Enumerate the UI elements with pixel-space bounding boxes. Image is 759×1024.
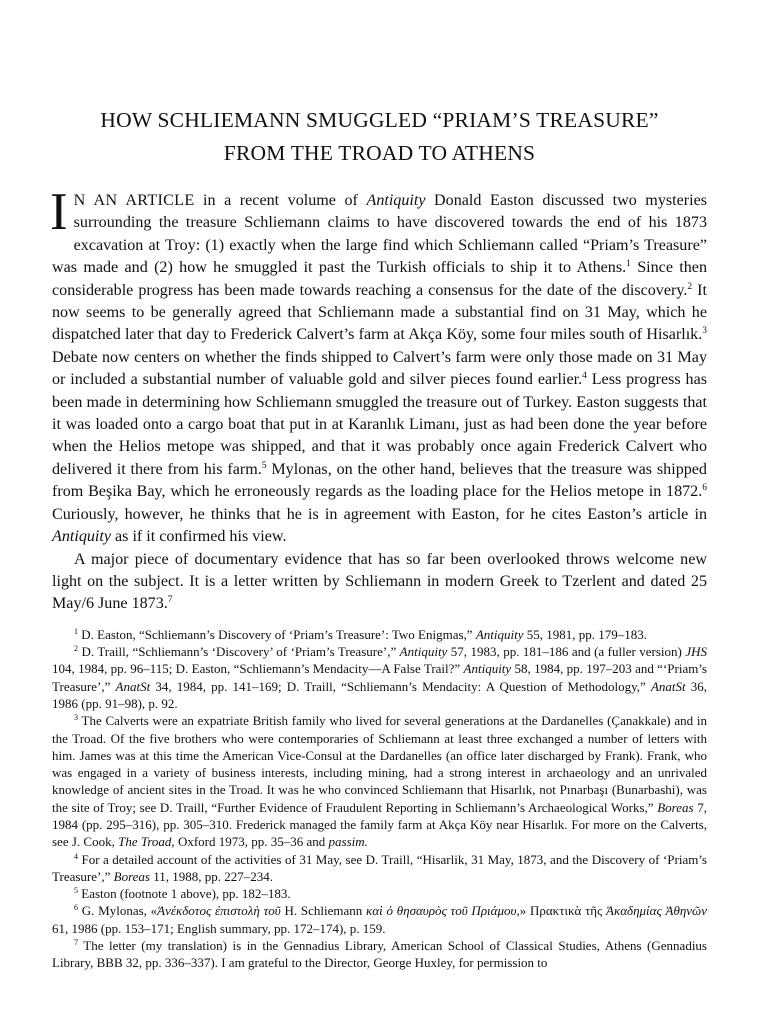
lead-in-caps: N AN ARTICLE xyxy=(73,192,195,209)
footnote-text: » Πρακτικὰ τῆς xyxy=(519,903,607,919)
footnote-italic: Boreas xyxy=(657,799,694,815)
footnote-italic: AnatSt xyxy=(115,678,151,694)
text-segment: Mylonas, on the other hand, believes that the treasure was shipped from Beşika Bay, which he erroneously regards as the loading place for the Helios metope in 1872. xyxy=(52,460,707,501)
footnote-italic: passim. xyxy=(328,834,368,850)
footnote-number: 2 xyxy=(74,644,78,654)
footnote-text: 55, 1981, pp. 179–183. xyxy=(523,626,647,642)
footnote-text: 57, 1983, pp. 181–186 and (a fuller version) xyxy=(447,644,686,660)
footnote-text: 7, 1984 (pp. 295–316), pp. 305–310. Frederick managed the family farm at Akça Köy near Hisarlık. For more on the Calverts, see J. Cook, xyxy=(52,799,708,850)
footnote-ref[interactable]: 4 xyxy=(582,371,587,382)
footnote-italic: Antiquity xyxy=(475,626,524,642)
footnote-italic: The Troad, xyxy=(118,834,175,850)
article-title xyxy=(52,104,707,170)
page xyxy=(52,104,707,972)
text-segment: A major piece of documentary evidence that has so far been overlooked throws welcome new light on the subject. It is a letter written by Schliemann in modern Greek to Tzerlent and dated 25 May/6 June 1873. xyxy=(52,550,707,613)
footnote-text: 34, 1984, pp. 141–169; D. Traill, “Schliemann’s Mendacity: A Question of Methodology,” xyxy=(150,678,651,694)
title-line-2: FROM THE TROAD TO ATHENS xyxy=(223,141,536,165)
footnote-number: 7 xyxy=(74,938,78,948)
journal-title: Antiquity xyxy=(52,528,111,546)
footnote-italic: Ἀνέκδοτος ἐπιστολὴ τοῦ xyxy=(157,903,281,919)
footnote-italic: JHS xyxy=(685,644,707,660)
footnote-4 xyxy=(52,851,707,886)
footnotes xyxy=(52,626,707,972)
footnote-text: 11, 1988, pp. 227–234. xyxy=(149,868,274,884)
footnote-italic: AnatSt xyxy=(650,678,686,694)
footnote-1 xyxy=(52,626,707,643)
footnote-number: 5 xyxy=(74,886,78,896)
text-segment: Less progress has been made in determining how Schliemann smuggled the treasure out of Turkey. Easton suggests that it was loaded onto a cargo boat that put in at Karanlık Limanı, just as had been done the year before when the Helios metope was shipped, and that it was probably once again Frederick Calvert who delivered it there from his farm. xyxy=(52,371,707,478)
footnote-text: 104, 1984, pp. 96–115; D. Easton, “Schliemann’s Mendacity—A False Trail?” xyxy=(52,661,464,677)
footnote-ref[interactable]: 1 xyxy=(626,259,631,270)
footnote-text: Easton (footnote 1 above), pp. 182–183. xyxy=(78,886,291,902)
journal-title: Antiquity xyxy=(366,192,426,209)
footnote-7 xyxy=(52,937,707,972)
footnote-number: 3 xyxy=(74,713,78,723)
footnote-ref[interactable]: 2 xyxy=(687,281,693,292)
text-segment: Donald Easton discussed two mysteries surrounding the treasure Schliemann claims to have discovered towards the end of his 1873 excavation at Troy: (1) exactly when the large find which Schliemann called “Priam’s Treasure” was made and (2) how he smuggled it past the Turkish officials to ship it to Athens. xyxy=(52,192,707,277)
footnote-italic: Antiquity xyxy=(399,644,448,660)
footnote-number: 1 xyxy=(74,626,78,636)
text-segment: Since then considerable progress has been made towards reaching a consensus for the date of the discovery. xyxy=(52,259,707,299)
footnote-6 xyxy=(52,902,707,937)
text-segment: in a recent volume of xyxy=(194,192,367,209)
footnote-text: The Calverts were an expatriate British family who lived for several generations at the Dardanelles (Çanakkale) and in the Troad. Of the five brothers who were contemporaries of Schliemann at least three exchanged a number of letters with him. James was at this time the American Vice-Consul at the Dardanelles (an office later discharged by Frank). Frank, who was engaged in a variety of business interests, including mining, had a strong interest in archaeology and an unrivaled knowledge of ancient sites in the Troad. It was he who convinced Schliemann that Hisarlık, not Pınarbaşı (Bunarbashi), was the site of Troy; see D. Traill, “Further Evidence of Fraudulent Reporting in Schliemann’s Archaeological Works,” xyxy=(52,713,707,815)
footnote-text: 61, 1986 (pp. 153–171; English summary, pp. 172–174), p. 159. xyxy=(52,920,386,936)
article-body xyxy=(50,183,707,616)
footnote-number: 4 xyxy=(74,851,78,861)
text-segment: Curiously, however, he thinks that he is in agreement with Easton, for he cites Easton’s article in xyxy=(52,505,707,523)
footnote-text: D. Traill, “Schliemann’s ‘Discovery’ of ‘Priam’s Treasure’,” xyxy=(78,644,400,660)
footnote-text: 58, 1984, pp. 197–203 and “‘Priam’s Treasure’,” xyxy=(52,661,707,694)
footnote-2 xyxy=(52,643,707,712)
footnote-text: D. Easton, “Schliemann’s Discovery of ‘Priam’s Treasure’: Two Enigmas,” xyxy=(78,626,476,642)
paragraph-2 xyxy=(52,549,707,616)
footnote-3 xyxy=(52,712,707,850)
footnote-italic: καὶ ὁ θησαυρὸς τοῦ Πριάμου, xyxy=(366,903,520,919)
footnote-5 xyxy=(52,885,707,902)
footnote-number: 6 xyxy=(74,903,78,913)
footnote-text: For a detailed account of the activities of 31 May, see D. Traill, “Hisarlik, 31 May, 1873, and the Discovery of ‘Priam’s Treasure’,” xyxy=(52,851,707,884)
title-line-1: HOW SCHLIEMANN SMUGGLED “PRIAM’S TREASURE” xyxy=(100,108,659,132)
text-segment: It now seems to be generally agreed that Schliemann made a substantial find on 31 May, which he dispatched later that day to Frederick Calvert’s farm at Akça Köy, some four miles south of Hisarlık. xyxy=(52,281,707,344)
footnote-text: The letter (my translation) is in the Gennadius Library, American School of Classical Studies, Athens (Gennadius Library, BBB 32, pp. 336–337). I am grateful to the Director, George Huxley, for permission to xyxy=(52,938,707,971)
text-segment: as if it confirmed his view. xyxy=(111,528,287,546)
footnote-italic: Boreas xyxy=(113,868,150,884)
footnote-ref[interactable]: 5 xyxy=(261,460,267,471)
footnote-italic: Antiquity xyxy=(463,661,512,677)
paragraph-1 xyxy=(50,183,707,549)
text-segment: Debate now centers on whether the finds shipped to Calvert’s farm were only those made on 31 May or included a substantial number of valuable gold and silver pieces found earlier. xyxy=(52,348,707,389)
footnote-text: Oxford 1973, pp. 35–36 and xyxy=(174,834,329,850)
footnote-text: G. Mylonas, « xyxy=(78,903,158,919)
drop-cap: I xyxy=(50,183,68,241)
footnote-ref[interactable]: 3 xyxy=(702,326,707,337)
footnote-text: 36, 1986 (pp. 91–98), p. 92. xyxy=(52,678,707,711)
footnote-italic: Ἀκαδημίας Ἀθηνῶν xyxy=(606,903,708,919)
footnote-ref[interactable]: 7 xyxy=(167,595,173,606)
footnote-ref[interactable]: 6 xyxy=(702,483,707,494)
footnote-text: H. Schliemann xyxy=(280,903,367,919)
